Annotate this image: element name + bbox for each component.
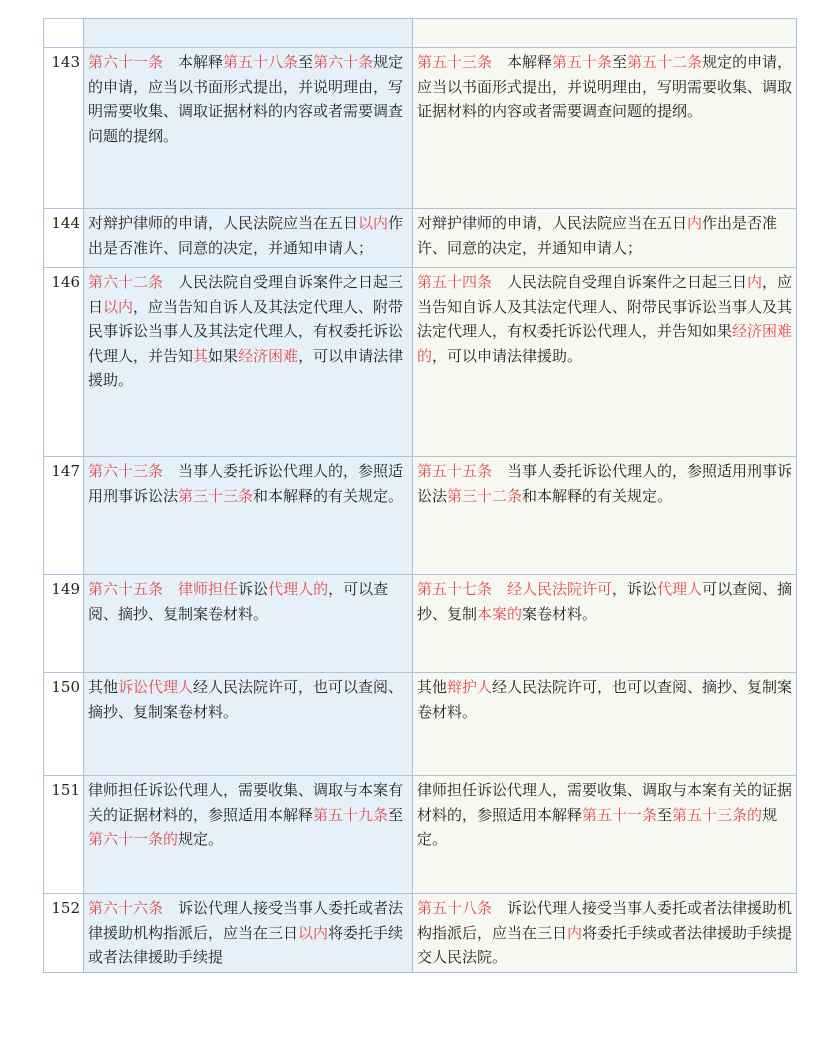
article-text: 对辩护律师的申请，人民法院应当在五日 bbox=[88, 214, 359, 232]
article-text: 其他 bbox=[417, 678, 448, 696]
highlighted-text: 第三十三条 bbox=[178, 486, 254, 505]
highlighted-text: 第六十一条的 bbox=[88, 830, 179, 848]
old-provision-cell bbox=[84, 268, 413, 457]
article-row bbox=[44, 457, 797, 575]
article-number: 149 bbox=[44, 575, 84, 673]
article-text: 当事人委托诉讼代理人的，参照适用刑事诉讼法 bbox=[88, 462, 404, 505]
highlighted-text: 经人民法院许可 bbox=[507, 580, 613, 598]
highlighted-text: 第六十一条 bbox=[88, 53, 164, 71]
highlighted-text: 第五十五条 bbox=[417, 462, 493, 480]
highlighted-text: 第五十八条 bbox=[223, 53, 299, 71]
article-text: 规定。 bbox=[178, 830, 224, 848]
highlighted-text: 第五十八条 bbox=[417, 899, 493, 917]
highlighted-text: 内 bbox=[567, 923, 583, 942]
article-number: 143 bbox=[44, 48, 84, 209]
highlighted-text: 经济困难的 bbox=[417, 322, 793, 365]
header-new-cell bbox=[413, 19, 797, 48]
new-provision-cell bbox=[413, 776, 797, 894]
highlighted-text: 第六十三条 bbox=[88, 462, 164, 480]
article-text: 律师担任诉讼代理人，需要收集、调取与本案有关的证据材料的，参照适用本解释 bbox=[417, 781, 793, 824]
article-text: ，可以申请法律援助。 bbox=[88, 346, 404, 389]
article-row bbox=[44, 776, 797, 894]
article-text: 和本解释的有关规定。 bbox=[522, 486, 673, 505]
article-text bbox=[492, 580, 507, 598]
old-provision-cell bbox=[84, 673, 413, 776]
highlighted-text: 第六十五条 bbox=[88, 580, 164, 598]
article-text: 经人民法院许可，也可以查阅、摘抄、复制案卷材料。 bbox=[417, 678, 793, 721]
highlighted-text: 诉讼代理人 bbox=[118, 678, 194, 696]
article-text: 对辩护律师的申请，人民法院应当在五日 bbox=[417, 214, 688, 232]
new-provision-cell bbox=[413, 457, 797, 575]
article-number: 151 bbox=[44, 776, 84, 894]
article-text: 诉讼代理人接受当事人委托或者法律援助机构指派后，应当在三日 bbox=[417, 899, 793, 942]
article-row bbox=[44, 268, 797, 457]
article-text: ，诉讼 bbox=[612, 580, 658, 598]
article-text: 可以查阅、摘抄、复制 bbox=[417, 580, 793, 623]
article-text: 如果 bbox=[208, 346, 239, 365]
article-number: 147 bbox=[44, 457, 84, 575]
highlighted-text: 第五十九条 bbox=[313, 805, 389, 824]
article-text: 诉讼代理人接受当事人委托或者法律援助机构指派后，应当在三日 bbox=[88, 899, 404, 942]
article-text: 规定。 bbox=[417, 805, 778, 848]
comparison-table bbox=[43, 18, 797, 973]
highlighted-text: 第三十二条 bbox=[447, 486, 523, 505]
article-text: 经人民法院许可，也可以查阅、摘抄、复制案卷材料。 bbox=[88, 678, 404, 721]
article-row bbox=[44, 48, 797, 209]
old-provision-cell bbox=[84, 457, 413, 575]
highlighted-text: 第五十一条 bbox=[582, 805, 658, 824]
highlighted-text: 以内 bbox=[358, 214, 389, 232]
article-text: 人民法院自受理自诉案件之日起三日 bbox=[492, 273, 748, 291]
article-text: 律师担任诉讼代理人，需要收集、调取与本案有关的证据材料的，参照适用本解释 bbox=[88, 781, 404, 824]
highlighted-text: 第六十六条 bbox=[88, 899, 164, 917]
highlighted-text: 代理人的 bbox=[268, 580, 329, 598]
highlighted-text: 第五十条 bbox=[552, 53, 613, 71]
article-text: 人民法院自受理自诉案件之日起三日 bbox=[88, 273, 404, 316]
highlighted-text: 其 bbox=[193, 346, 209, 365]
highlighted-text: 代理人 bbox=[657, 580, 703, 598]
highlighted-text: 以内 bbox=[298, 923, 329, 942]
article-text: 至 bbox=[657, 805, 673, 824]
article-text bbox=[163, 580, 178, 598]
article-text: 案卷材料。 bbox=[522, 604, 598, 623]
highlighted-text: 第五十二条 bbox=[627, 53, 703, 71]
article-text: 其他 bbox=[88, 678, 119, 696]
highlighted-text: 第六十条 bbox=[313, 53, 374, 71]
old-provision-cell bbox=[84, 894, 413, 973]
article-text: 至 bbox=[388, 805, 404, 824]
highlighted-text: 以内 bbox=[103, 297, 134, 316]
new-provision-cell bbox=[413, 48, 797, 209]
article-text: 规定的申请，应当以书面形式提出，并说明理由，写明需要收集、调取证据材料的内容或者需要调查问题的提纲。 bbox=[417, 53, 793, 120]
old-provision-cell bbox=[84, 209, 413, 268]
highlighted-text: 律师担任 bbox=[178, 580, 239, 598]
new-provision-cell bbox=[413, 209, 797, 268]
highlighted-text: 经济困难 bbox=[238, 346, 299, 365]
article-text: 至 bbox=[612, 53, 628, 71]
highlighted-text: 内 bbox=[687, 214, 703, 232]
old-provision-cell bbox=[84, 776, 413, 894]
new-provision-cell bbox=[413, 894, 797, 973]
article-text: 和本解释的有关规定。 bbox=[253, 486, 404, 505]
article-text: 至 bbox=[298, 53, 314, 71]
article-text: 作出是否准许、同意的决定，并通知申请人； bbox=[417, 214, 778, 257]
article-number: 146 bbox=[44, 268, 84, 457]
article-number: 144 bbox=[44, 209, 84, 268]
highlighted-text: 第五十四条 bbox=[417, 273, 493, 291]
article-text: 当事人委托诉讼代理人的，参照适用刑事诉讼法 bbox=[417, 462, 793, 505]
article-text: 诉讼 bbox=[238, 580, 269, 598]
article-number: 152 bbox=[44, 894, 84, 973]
header-old-cell bbox=[84, 19, 413, 48]
article-text: ，可以申请法律援助。 bbox=[432, 346, 583, 365]
article-text: 作出是否准许、同意的决定，并通知申请人； bbox=[88, 214, 404, 257]
header-num-cell bbox=[44, 19, 84, 48]
article-row bbox=[44, 673, 797, 776]
new-provision-cell bbox=[413, 673, 797, 776]
highlighted-text: 内 bbox=[747, 273, 763, 291]
highlighted-text: 第五十三条的 bbox=[672, 805, 763, 824]
new-provision-cell bbox=[413, 575, 797, 673]
article-row bbox=[44, 209, 797, 268]
highlighted-text: 第五十七条 bbox=[417, 580, 493, 598]
new-provision-cell bbox=[413, 268, 797, 457]
article-text: 本解释 bbox=[492, 53, 553, 71]
comparison-table-body bbox=[44, 19, 797, 973]
article-number: 150 bbox=[44, 673, 84, 776]
highlighted-text: 第五十三条 bbox=[417, 53, 493, 71]
highlighted-text: 第六十二条 bbox=[88, 273, 164, 291]
highlighted-text: 本案的 bbox=[477, 604, 523, 623]
highlighted-text: 辩护人 bbox=[447, 678, 493, 696]
article-text: ，应当告知自诉人及其法定代理人、附带民事诉讼当事人及其法定代理人，有权委托诉讼代理人，并告知 bbox=[88, 297, 404, 365]
article-row bbox=[44, 894, 797, 973]
article-text: 将委托手续或者法律援助手续提交人民法院。 bbox=[417, 923, 793, 966]
article-text: ，可以查阅、摘抄、复制案卷材料。 bbox=[88, 580, 389, 623]
old-provision-cell bbox=[84, 48, 413, 209]
article-text: 规定的申请，应当以书面形式提出，并说明理由，写明需要收集、调取证据材料的内容或者需要调查问题的提纲。 bbox=[88, 53, 404, 145]
old-provision-cell bbox=[84, 575, 413, 673]
article-text: 将委托手续或者法律援助手续提 bbox=[88, 923, 404, 966]
header-row bbox=[44, 19, 797, 48]
article-text: 本解释 bbox=[163, 53, 224, 71]
article-row bbox=[44, 575, 797, 673]
article-text: ，应当告知自诉人及其法定代理人、附带民事诉讼当事人及其法定代理人，有权委托诉讼代理人，并告知如果 bbox=[417, 273, 793, 340]
